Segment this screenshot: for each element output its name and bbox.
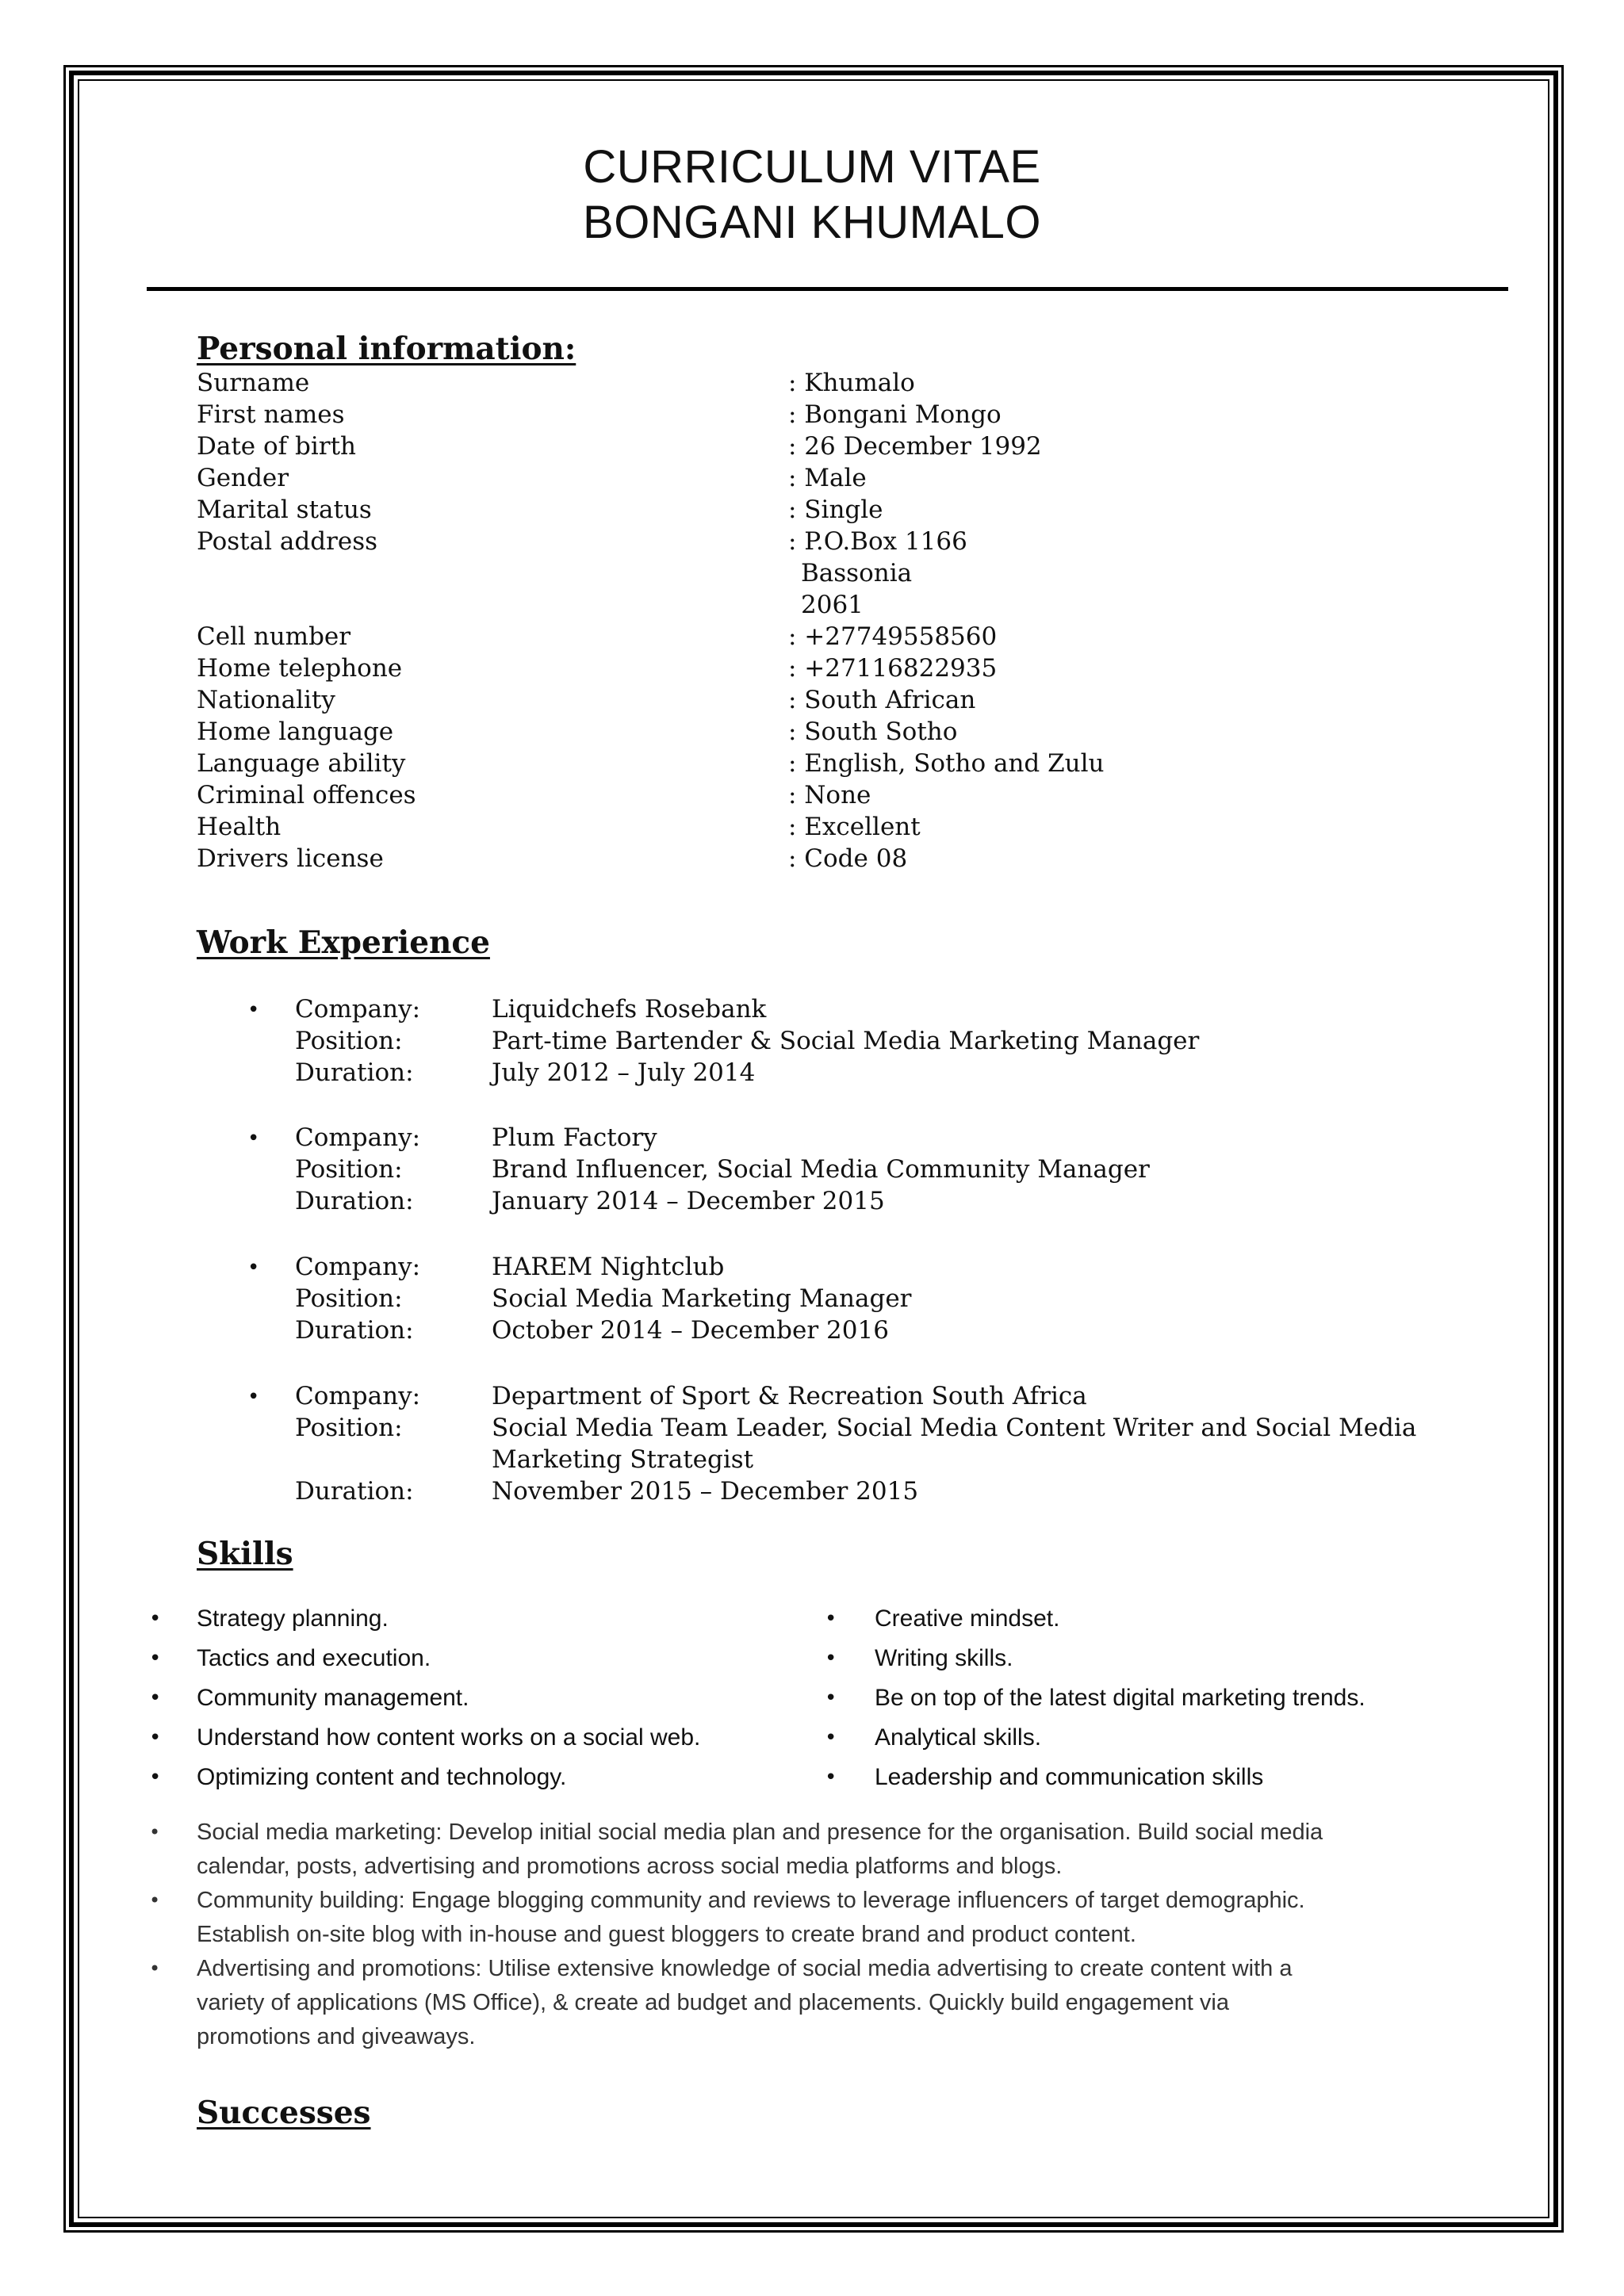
skill-paragraph [197,1816,1497,1884]
skill-item: Writing skills. [875,1645,1013,1671]
position-title-continuation: Marketing Strategist [492,1445,754,1474]
field-label: Language ability [197,749,406,778]
position-title: Brand Influencer, Social Media Community Manager [492,1155,1150,1184]
field-label: Nationality [197,686,335,714]
bullet-icon: • [149,1686,162,1710]
bullet-icon: • [247,1385,260,1409]
bullet-icon: • [825,1686,837,1710]
skill-item: Leadership and communication skills [875,1764,1264,1790]
duration-value: July 2012 – July 2014 [492,1058,756,1087]
duration-label: Duration: [295,1187,414,1215]
duration-value: October 2014 – December 2016 [492,1316,889,1345]
bullet-icon: • [149,1607,162,1631]
paragraph-line: calendar, posts, advertising and promotions across social media platforms and blogs. [197,1854,1063,1879]
field-value: : Code 08 [788,844,908,873]
field-label: Criminal offences [197,781,416,809]
duration-label: Duration: [295,1058,414,1087]
field-label: Marital status [197,496,372,524]
field-label: Health [197,813,282,841]
field-value: : +27116822935 [788,654,998,683]
field-value: : Excellent [788,813,921,841]
paragraph-line: promotions and giveaways. [197,2024,476,2049]
company-name: Liquidchefs Rosebank [492,995,767,1024]
position-label: Position: [295,1414,403,1442]
paragraph-line: variety of applications (MS Office), & create ad budget and placements. Quickly build engagement via [197,1990,1229,2015]
bullet-icon: • [149,1821,161,1843]
skill-paragraph [197,1952,1497,2054]
bullet-icon: • [149,1647,162,1670]
skill-item: Creative mindset. [875,1605,1060,1632]
skill-paragraph [197,1884,1497,1952]
field-label: Cell number [197,622,351,651]
field-value: : English, Sotho and Zulu [788,749,1105,778]
company-name: Plum Factory [492,1123,657,1152]
skill-item: Tactics and execution. [197,1645,431,1671]
bullet-icon: • [149,1766,162,1789]
field-value: : Single [788,496,883,524]
position-label: Position: [295,1284,403,1313]
title-divider [147,287,1508,291]
duration-label: Duration: [295,1477,414,1506]
duration-label: Duration: [295,1316,414,1345]
field-value: : None [788,781,871,809]
position-title: Social Media Team Leader, Social Media Content Writer and Social Media [492,1414,1417,1442]
field-value: : Bongani Mongo [788,400,1002,429]
successes-heading: Successes [197,2095,371,2131]
skill-item: Analytical skills. [875,1724,1042,1751]
bullet-icon: • [825,1766,837,1789]
field-value: : P.O.Box 1166 [788,527,967,556]
field-value: : 26 December 1992 [788,432,1042,461]
field-label: Postal address [197,527,378,556]
company-label: Company: [295,995,421,1024]
bullet-icon: • [825,1726,837,1750]
paragraph-line: Social media marketing: Develop initial social media plan and presence for the organisation. Build social media [197,1820,1323,1845]
company-label: Company: [295,1253,421,1281]
field-value: : South Sotho [788,718,958,746]
field-label: First names [197,400,345,429]
work-experience-heading: Work Experience [197,924,490,961]
skill-item: Be on top of the latest digital marketing trends. [875,1685,1365,1711]
field-value: : +27749558560 [788,622,998,651]
personal-info-heading: Personal information: [197,331,576,367]
bullet-icon: • [825,1647,837,1670]
bullet-icon: • [149,1726,162,1750]
field-label: Drivers license [197,844,384,873]
bullet-icon: • [149,1889,161,1911]
company-label: Company: [295,1382,421,1410]
bullet-icon: • [247,998,260,1022]
position-label: Position: [295,1155,403,1184]
field-label: Gender [197,464,289,492]
company-label: Company: [295,1123,421,1152]
document-title: CURRICULUM VITAE [583,141,1041,193]
duration-value: November 2015 – December 2015 [492,1477,919,1506]
duration-value: January 2014 – December 2015 [492,1187,885,1215]
paragraph-line: Community building: Engage blogging community and reviews to leverage influencers of target demographic. [197,1888,1305,1913]
position-title: Social Media Marketing Manager [492,1284,912,1313]
field-value: : South African [788,686,976,714]
skill-item: Community management. [197,1685,469,1711]
company-name: HAREM Nightclub [492,1253,725,1281]
bullet-icon: • [247,1127,260,1150]
bullet-icon: • [149,1957,161,1980]
paragraph-line: Establish on-site blog with in-house and guest bloggers to create brand and product content. [197,1922,1136,1947]
field-label: Date of birth [197,432,356,461]
field-value: : Male [788,464,867,492]
skill-item: Understand how content works on a social web. [197,1724,701,1751]
position-label: Position: [295,1027,403,1055]
field-label: Home telephone [197,654,403,683]
bullet-icon: • [825,1607,837,1631]
field-label: Surname [197,369,310,397]
skills-heading: Skills [197,1536,293,1572]
company-name: Department of Sport & Recreation South Africa [492,1382,1087,1410]
candidate-name: BONGANI KHUMALO [583,197,1041,248]
bullet-icon: • [247,1256,260,1280]
position-title: Part-time Bartender & Social Media Marketing Manager [492,1027,1200,1055]
field-label: Home language [197,718,394,746]
field-value-continuation: 2061 [801,591,864,619]
field-value: : Khumalo [788,369,915,397]
field-value-continuation: Bassonia [801,559,913,587]
skill-item: Strategy planning. [197,1605,389,1632]
skill-item: Optimizing content and technology. [197,1764,567,1790]
paragraph-line: Advertising and promotions: Utilise extensive knowledge of social media advertising to create content with a [197,1956,1293,1981]
